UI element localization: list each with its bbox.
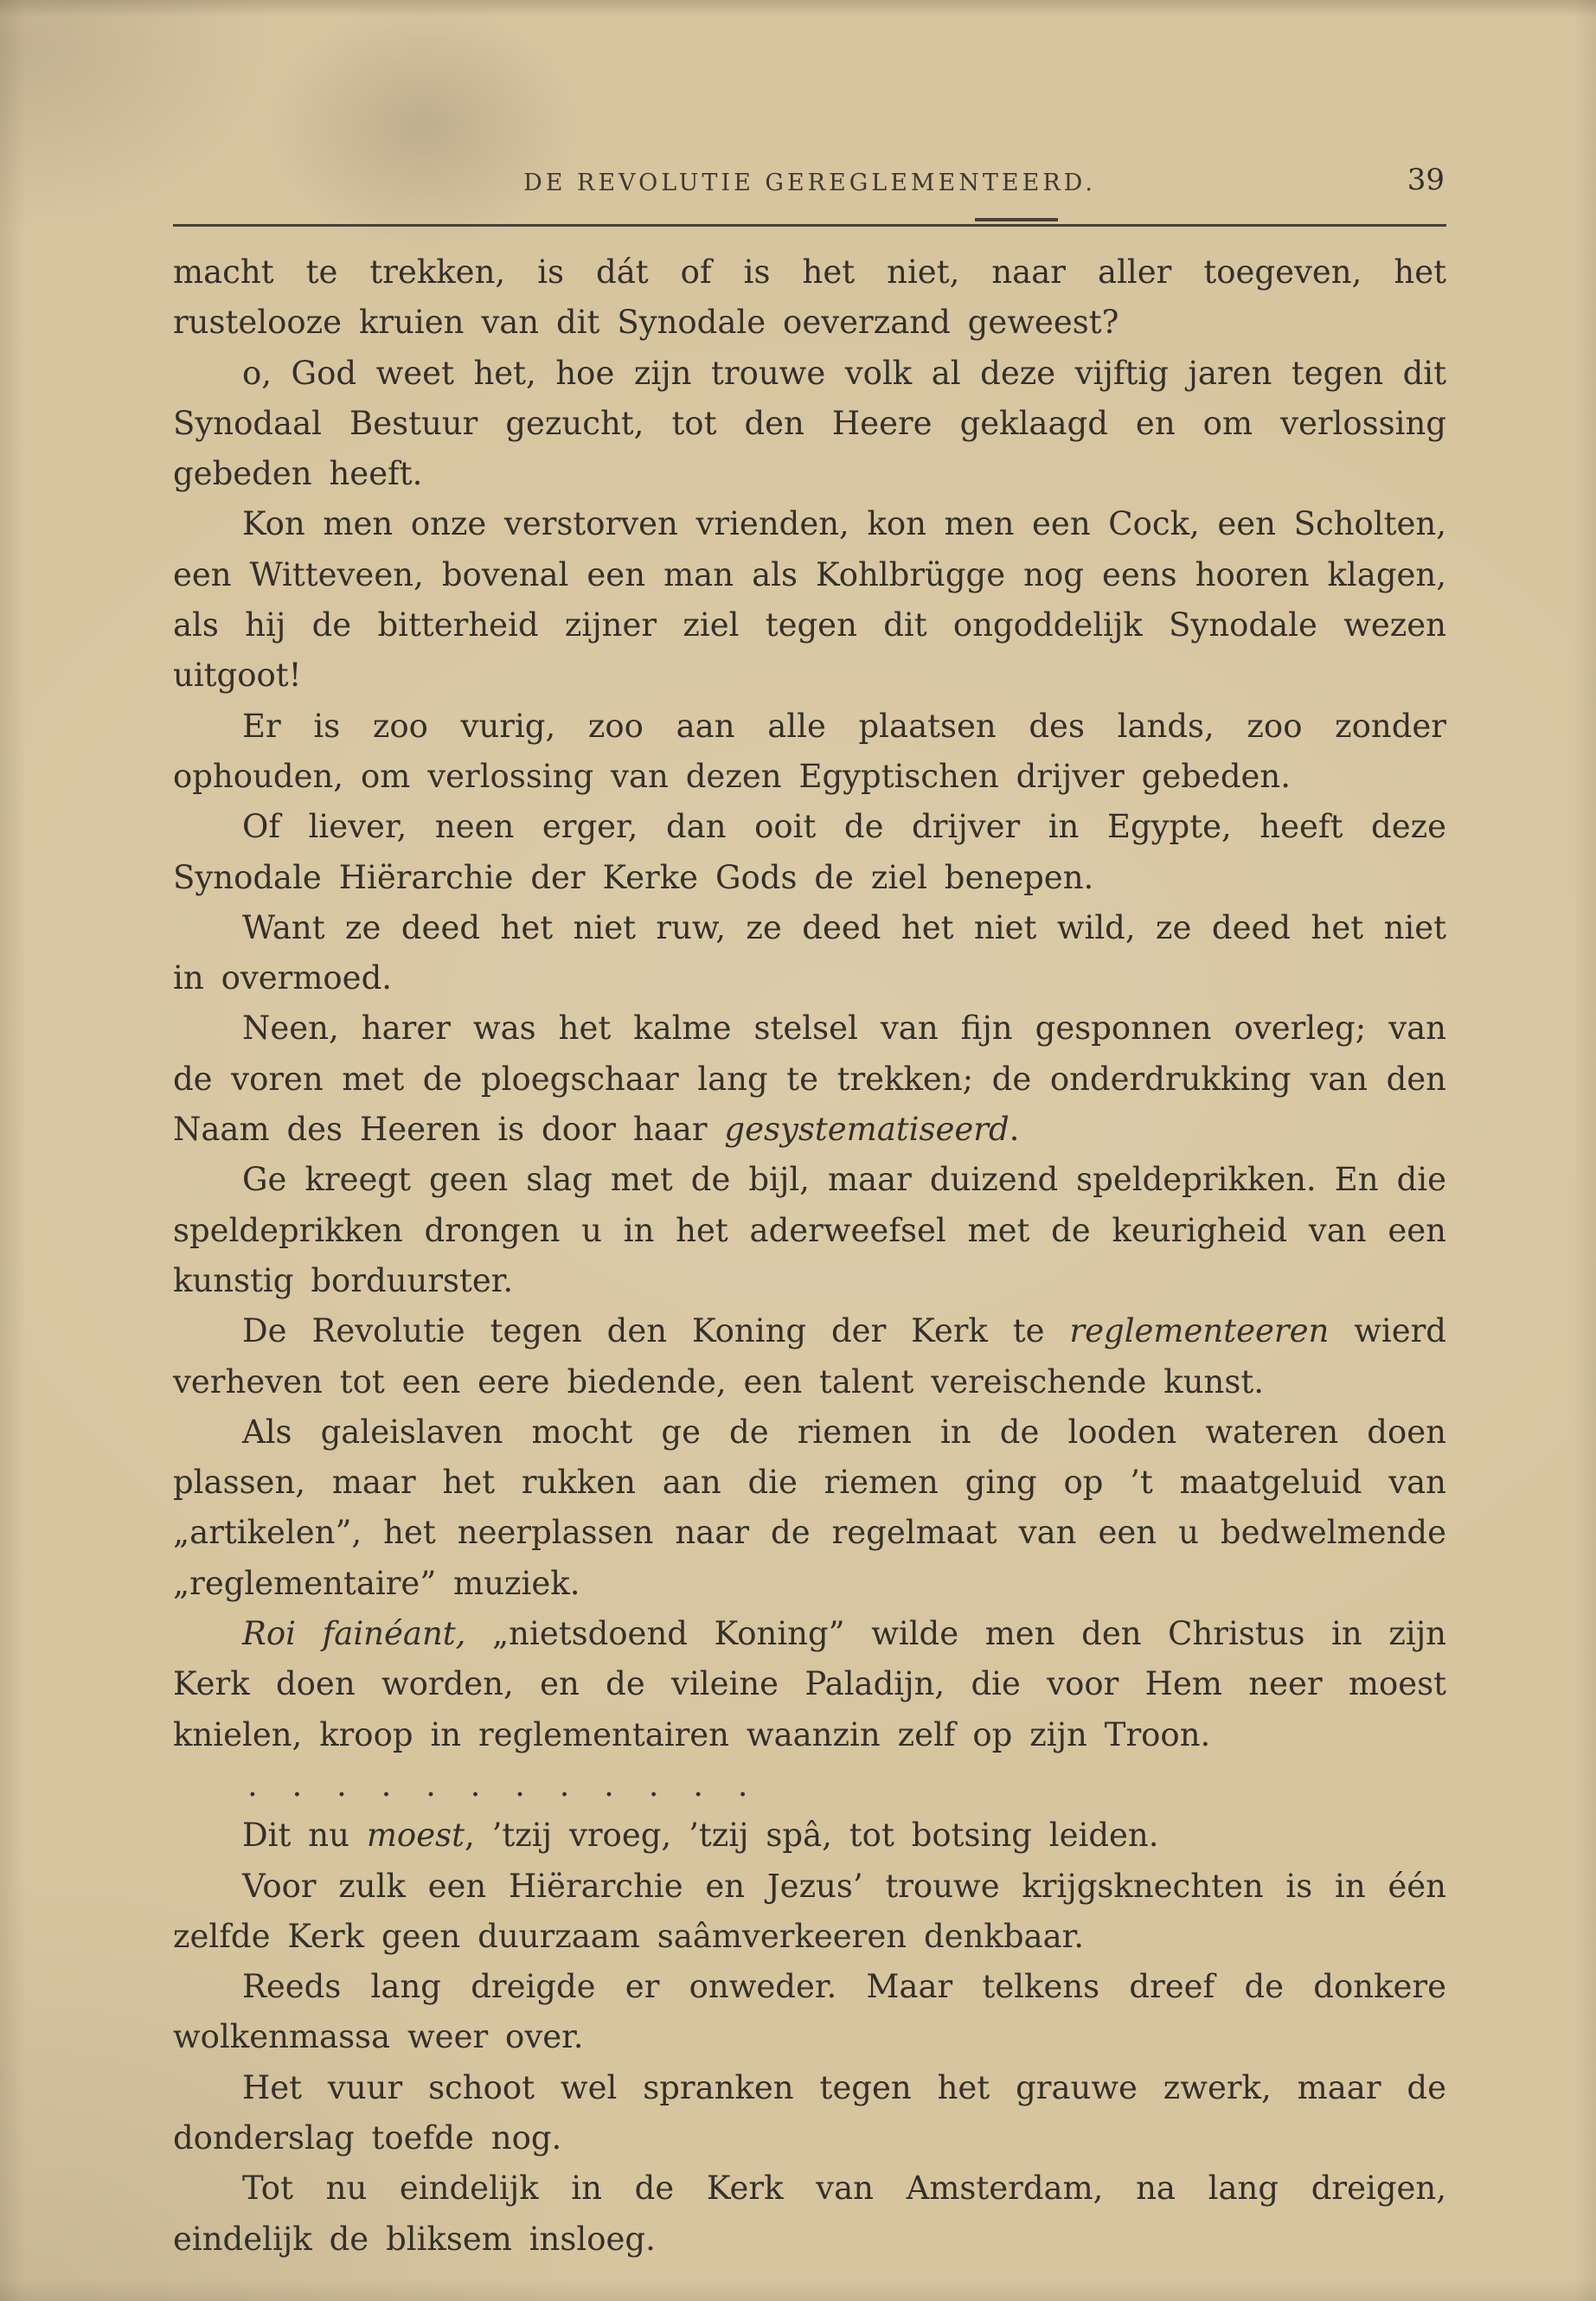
paragraph-text: Er is zoo vurig, zoo aan alle plaatsen des lands, zoo zonder ophouden, om verlossing van dezen Egyptischen drijver gebeden. bbox=[173, 707, 1446, 795]
paragraph-text: Reeds lang dreigde er onweder. Maar telkens dreef de donkere wolkenmassa weer over. bbox=[173, 1968, 1446, 2056]
paragraph-text: Het vuur schoot wel spranken tegen het grauwe zwerk, maar de donderslag toefde nog. bbox=[173, 2068, 1446, 2157]
paragraph-text: Ge kreegt geen slag met de bijl, maar duizend speldeprikken. En die speldeprikken drongen u in het aderweefsel met de keurigheid van een kunstig borduurster. bbox=[173, 1161, 1446, 1299]
emphasis-text: moest bbox=[366, 1817, 465, 1855]
paragraph-text: o, God weet het, hoe zijn trouwe volk al deze vijftig jaren tegen dit Synodaal Bestuur gezucht, tot den Heere geklaagd en om verlossing gebeden heeft. bbox=[173, 354, 1446, 493]
paragraph bbox=[173, 1407, 1446, 1609]
paragraph bbox=[173, 1862, 1446, 1963]
paragraph bbox=[173, 1155, 1446, 1306]
paragraph bbox=[173, 1811, 1446, 1861]
paragraph-text: Want ze deed het niet ruw, ze deed het niet wild, ze deed het niet in overmoed. bbox=[173, 908, 1446, 997]
header-rule bbox=[173, 224, 1446, 227]
paragraph-text: Dit nu bbox=[242, 1817, 367, 1855]
ellipsis-row bbox=[173, 1760, 1446, 1811]
paragraph-text: Voor zulk een Hiërarchie en Jezus’ trouwe krijgsknechten is in één zelfde Kerk geen duurzaam saâmverkeeren denkbaar. bbox=[173, 1867, 1446, 1955]
page-header bbox=[173, 0, 1446, 211]
paragraph bbox=[173, 2063, 1446, 2164]
running-title: DE REVOLUTIE GEREGLEMENTEERD. bbox=[523, 170, 1096, 196]
paragraph bbox=[173, 802, 1446, 903]
paragraph-text: macht te trekken, is dát of is het niet, naar aller toegeven, het rustelooze kruien van dit Synodale oeverzand geweest? bbox=[173, 253, 1446, 342]
paragraph-text: , ’tzij vroeg, ’tzij spâ, tot botsing leiden. bbox=[464, 1817, 1159, 1855]
paragraph bbox=[173, 702, 1446, 803]
ellipsis-dots: . . . . . . . . . . . . bbox=[247, 1766, 748, 1804]
paragraph-text: De Revolutie tegen den Koning der Kerk te bbox=[242, 1312, 1070, 1350]
paragraph-text: Neen, harer was het kalme stelsel van fijn gesponnen overleg; van de voren met de ploegschaar lang te trekken; de onderdrukking van den Naam des Heeren is door haar bbox=[173, 1009, 1446, 1149]
paragraph-text: . bbox=[1009, 1111, 1020, 1149]
emphasis-text: reglementeeren bbox=[1069, 1312, 1330, 1350]
paragraph-text: Tot nu eindelijk in de Kerk van Amsterdam, na lang dreigen, eindelijk de bliksem insloeg. bbox=[173, 2170, 1446, 2258]
rule-dash bbox=[975, 218, 1058, 221]
paragraph bbox=[173, 1003, 1446, 1155]
paragraph bbox=[173, 349, 1446, 500]
paragraph bbox=[173, 1306, 1446, 1407]
paragraph bbox=[173, 499, 1446, 701]
paragraph bbox=[173, 2163, 1446, 2265]
paragraph bbox=[173, 903, 1446, 1004]
paragraph-text: „nietsdoend Koning” wilde men den Christus in zijn Kerk doen worden, en de vileine Paladijn, die voor Hem neer moest knielen, kroop in reglementairen waanzin zelf op zijn Troon. bbox=[173, 1615, 1446, 1753]
paragraph-text: Kon men onze verstorven vrienden, kon men een Cock, een Scholten, een Witteveen, bovenal een man als Kohlbrügge nog eens hooren klagen, als hij de bitterheid zijner ziel tegen dit ongoddelijk Synodale wezen uitgoot! bbox=[173, 505, 1446, 695]
emphasis-text: gesystematiseerd bbox=[724, 1111, 1010, 1149]
page-number: 39 bbox=[1407, 163, 1445, 197]
emphasis-text: Roi fainéant, bbox=[242, 1615, 466, 1653]
paragraph bbox=[173, 247, 1446, 349]
paragraph-text: Als galeislaven mocht ge de riemen in de looden wateren doen plassen, maar het rukken aan die riemen ging op ’t maatgeluid van „artikelen”, het neerplassen naar de regelmaat van een u bedwelmende „reglementaire” muziek. bbox=[173, 1413, 1446, 1602]
paragraph-text: Of liever, neen erger, dan ooit de drijver in Egypte, heeft deze Synodale Hiërarchie der Kerke Gods de ziel benepen. bbox=[173, 808, 1446, 896]
book-page bbox=[173, 0, 1446, 2265]
paragraph bbox=[173, 1609, 1446, 1760]
paragraph-text: wierd verheven tot een eere biedende, een talent vereischende kunst. bbox=[173, 1312, 1446, 1400]
paragraph bbox=[173, 1962, 1446, 2063]
page-body bbox=[173, 247, 1446, 2265]
